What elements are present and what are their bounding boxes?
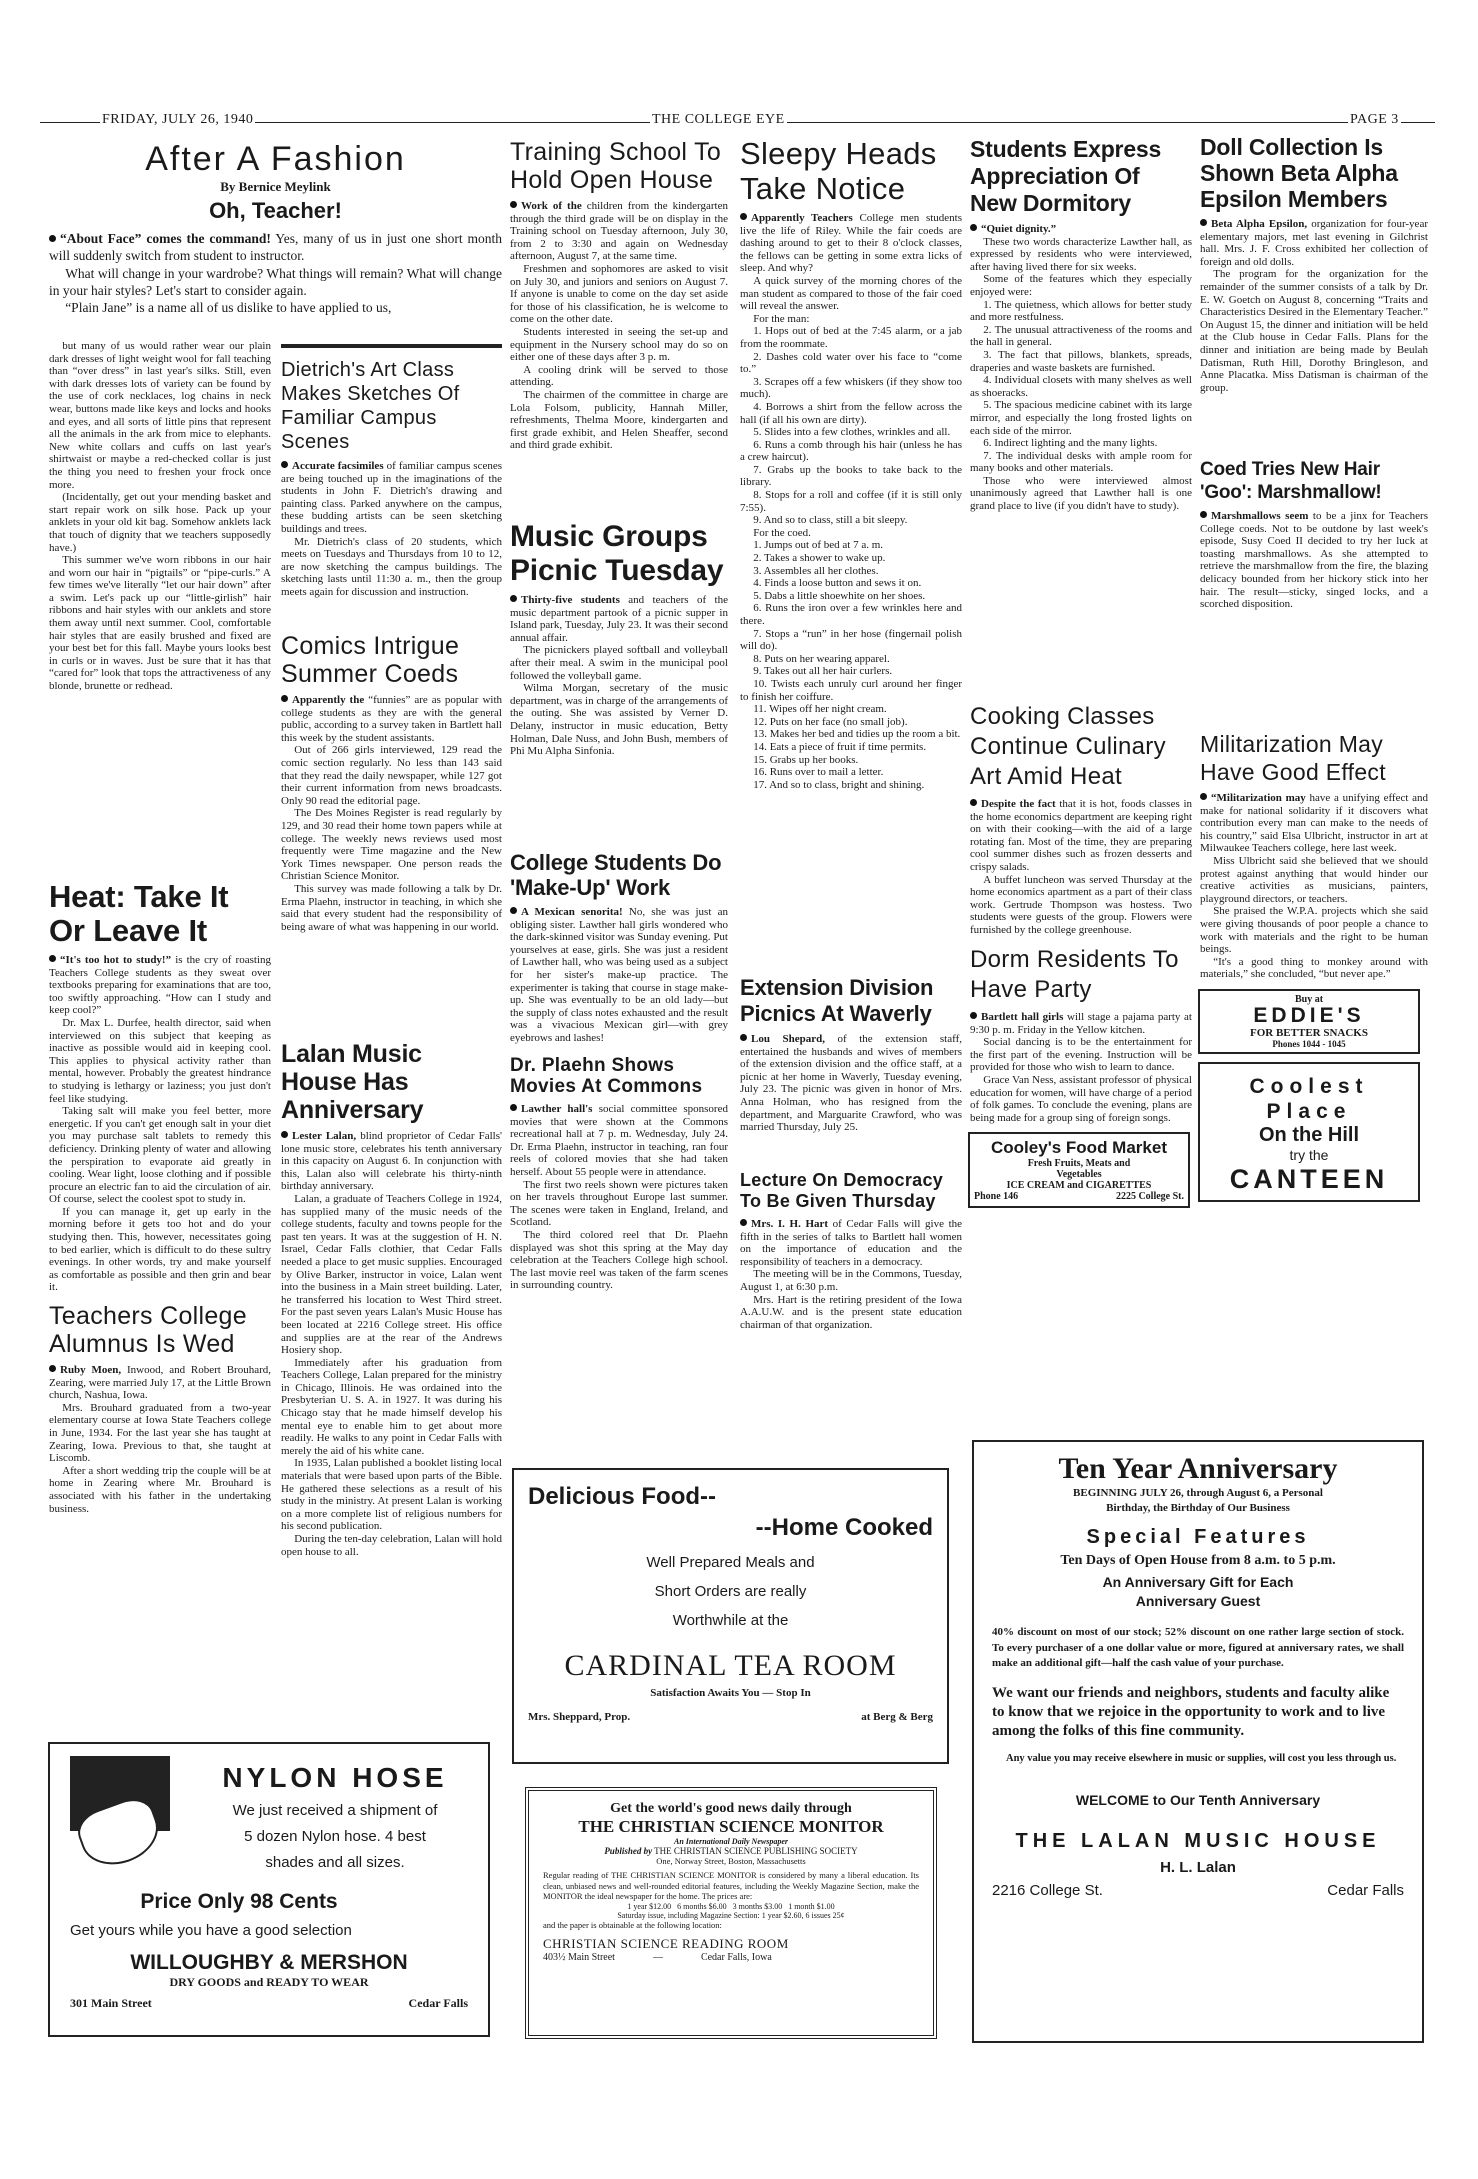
- paragraph: The meeting will be in the Commons, Tuesday, August 1, at 6:30 p.m.: [740, 1268, 962, 1293]
- lead-paragraph: [281, 460, 502, 536]
- lead-text: blind proprietor of Cedar Falls' lone music store, celebrates his tenth anniversary in this capacity on August 6. In conjunction with this, Lalan also will celebrate his thirty-ninth birthday anniversary.: [281, 1130, 502, 1193]
- paragraph: 2. Takes a shower to wake up.: [753, 552, 886, 565]
- ad-title: Delicious Food--: [528, 1483, 716, 1510]
- lead-paragraph: [49, 954, 271, 1017]
- lead-in: “About Face” comes the command!: [60, 231, 271, 246]
- article-headline: Oh, Teacher!: [209, 198, 342, 223]
- article-make-up: [510, 850, 728, 1045]
- ad-text: try the: [1289, 1147, 1329, 1163]
- ad-title: Ten Year Anniversary: [1058, 1452, 1338, 1485]
- paragraph: 3. Scrapes off a few whiskers (if they show too much).: [740, 375, 962, 401]
- ad-text: 40% discount on most of our stock; 52% discount on one rather large section of stock. To every purchaser of a one dollar value or more, figured at anniversary rates, we shall make an additional gift—half the cash value of your purchase.: [992, 1626, 1404, 1669]
- article-headline: Training School To Hold Open House: [510, 138, 722, 194]
- ad-nylon-hose: [48, 1742, 490, 2037]
- paragraph: This summer we've worn ribbons in our hair and worn our hair in “pigtails” or “pipe-curls.” A few times we've literally “let our hair down” after a swim. Let's pack up our “little-girlish” hair ribbons and hair styles with our anklets and store them away until next summer. Cool, comfortable hair styles that are easily brushed and fixed are your best bet for this fall. Maybe yours looks best in curls or in waves. Just be sure that it has that “cared for” look that tops the attractiveness of any blonde, brunette or redhead.: [49, 554, 271, 693]
- lead-paragraph: [510, 200, 728, 263]
- paragraph: (Incidentally, get out your mending basket and start repair work on silk hose. Pack up your anklets in your old kit bag. Somehow anklets lack that touch of dignity that we teachers supposedly have.): [49, 491, 271, 554]
- article-training-school: [510, 138, 728, 452]
- paragraph: After a short wedding trip the couple will be at home in Zearing where Mr. Brouhard is associated with his father in the undertaking business.: [49, 1464, 271, 1515]
- paragraph: This survey was made following a talk by Dr. Erma Plaehn, instructor in teaching, in which she said that every student had the responsibility of being aware of what was happening in our world.: [281, 882, 502, 933]
- paragraph: 15. Grabs up her books.: [753, 753, 859, 766]
- ad-city: Cedar Falls: [1327, 1881, 1404, 1899]
- ad-text: We want our friends and neighbors, students and faculty alike to know that we rejoice in the opportunity to work and to live among the folks of this fine community.: [992, 1684, 1390, 1739]
- paragraph: Out of 266 girls interviewed, 129 read the comic section regularly. No less than 143 said that they read the daily newspaper, while 127 got their current information from news broadcasts. Only 90 read the editorial page.: [281, 744, 502, 807]
- lead-paragraph: [510, 594, 728, 644]
- paragraph: but many of us would rather wear our plain dark dresses of light weight wool for fall teaching than “over dress” in last year's silks. Still, even with dark dresses lots of variety can be found by the use of cork necklaces, log chains in neck wear, buttons made like keys and locks and hooks and eyes, and all sorts of little pins that represent all the animals in the ark from mice to elephants. New white collars and cuffs on last year's shirtwaist or maybe a red-checked collar is just the thing you need to freshen your frock once more.: [49, 340, 271, 491]
- ad-text: DRY GOODS and READY TO WEAR: [169, 1975, 369, 1989]
- article-body: [281, 744, 502, 933]
- bullet-icon: [49, 955, 56, 962]
- ad-location: at Berg & Berg: [861, 1711, 933, 1723]
- article-headline: Sleepy Heads Take Notice: [740, 136, 937, 206]
- bullet-icon: [970, 799, 977, 806]
- lead-text: children from the kindergarten through the third grade will be on display in the Training school on Tuesday afternoon, July 30, from 2 to 3:30 and again on Wednesday afternoon, August 7, at the same time.: [510, 200, 728, 263]
- ad-text: Ten Days of Open House from 8 a.m. to 5 p.m.: [1060, 1553, 1336, 1568]
- bullet-icon: [510, 1104, 517, 1111]
- paragraph: The third colored reel that Dr. Plaehn displayed was shot this spring at the May day celebration at the Teachers College high school. The last movie reel was taken of the farm scenes in surrounding country.: [510, 1228, 728, 1292]
- ad-text: Any value you may receive elsewhere in music or supplies, will cost you less through us.: [1006, 1752, 1397, 1764]
- lead-paragraph: [970, 798, 1192, 874]
- paragraph: Students interested in seeing the set-up and equipment in the Nursery school may do so on either one of these days after 3 p. m.: [510, 325, 728, 364]
- article-body: [970, 874, 1192, 937]
- paragraph: Mr. Dietrich's class of 20 students, which meets on Tuesdays and Thursdays from 10 to 12, are now sketching the campus buildings. The sketching lasts until 11:30 a. m., then the group meets again for discussion and instruction.: [281, 535, 502, 598]
- lead-text: social committee sponsored movies that were shown at the Commons recreational hall at 7 p. m. Wednesday, July 24. Dr. Erma Plaehn, instructor in teaching, ran four reels of colored movies that she had taken herself. About 55 people were in attendance.: [510, 1103, 728, 1178]
- ad-text: Well Prepared Meals and: [646, 1554, 815, 1571]
- bullet-icon: [281, 695, 288, 702]
- ad-cardinal-tea-room: [512, 1468, 949, 1764]
- bullet-icon: [510, 595, 517, 602]
- ad-store-name: CHRISTIAN SCIENCE READING ROOM: [543, 1935, 789, 1951]
- article-body: [1200, 855, 1428, 981]
- byline: By Bernice Meylink: [220, 179, 331, 194]
- lead-text: is the cry of roasting Teachers College students as they sweat over textbooks preparing for examinations that are too, too swiftly approaching. “How can I study and keep cool?”: [49, 954, 271, 1017]
- ad-heading: Special Features: [1086, 1526, 1310, 1548]
- paragraph: A buffet luncheon was served Thursday at the home economics apartment as a part of their class work. Gertrude Thompson was hostess. Two students were guests of the group. Flowers were furnished by the college greenhouse.: [970, 873, 1192, 936]
- lead-in: Despite the fact: [981, 798, 1056, 810]
- paragraph: These two words characterize Lawther hall, as expressed by residents who were interviewed, after having lived there for six weeks.: [970, 235, 1192, 273]
- ad-text: Get the world's good news daily through: [610, 1801, 852, 1816]
- bullet-icon: [1200, 793, 1207, 800]
- article-after-a-fashion-continued: [49, 340, 271, 693]
- paragraph: 10. Twists each unruly curl around her finger to finish her coiffure.: [740, 677, 962, 703]
- lead-text: organization for four-year elementary majors, met last evening in Gilchrist hall. Mrs. J. F. Cross exhibited her collection of foreign and old dolls.: [1200, 218, 1428, 268]
- lead-paragraph: [970, 1011, 1192, 1036]
- ad-text: Worthwhile at the: [672, 1612, 789, 1629]
- paragraph: For the man:: [753, 312, 810, 325]
- article-headline: Students Express Appreciation Of New Dormitory: [970, 136, 1162, 216]
- ad-text: Coolest: [1249, 1075, 1369, 1098]
- lead-text: Inwood, and Robert Brouhard, Zearing, were married July 17, at the Little Brown church, Nashua, Iowa.: [49, 1364, 271, 1402]
- lead-in: A Mexican senorita!: [521, 906, 623, 918]
- ad-address: One, Norway Street, Boston, Massachusetts: [656, 1856, 806, 1866]
- article-body: [49, 1402, 271, 1515]
- article-headline: Extension Division Picnics At Waverly: [740, 975, 934, 1026]
- paragraph: 17. And so to class, bright and shining.: [753, 778, 925, 791]
- article-body: [740, 275, 962, 791]
- article-after-a-fashion: [49, 140, 502, 316]
- paragraph: The first two reels shown were pictures taken on her travels throughout Europe last summer. The scenes were taken in England, Ireland, and Scotland.: [510, 1178, 728, 1229]
- ad-store-name: THE LALAN MUSIC HOUSE: [1015, 1829, 1381, 1852]
- lead-paragraph: [1200, 218, 1428, 268]
- paragraph: Dr. Max L. Durfee, health director, said when interviewed on this subject that keeping as inactive as possible would aid in keeping cool. This applies to physical activity rather than mental, however. Probably the greatest hindrance to studying is lethargy or laziness; you just don't feel like studying.: [49, 1016, 271, 1105]
- lead-in: Lou Shepard,: [751, 1033, 825, 1045]
- paragraph: During the ten-day celebration, Lalan will hold open house to all.: [281, 1533, 502, 1558]
- paragraph: In 1935, Lalan published a booklet listing local materials that were based upon parts of the Bible. He gathered these selections as a result of his study in the ministry. At present Lalan is working on a more complete list of religious numbers for his second publication.: [281, 1457, 502, 1533]
- ad-phone: Phone 146: [974, 1191, 1019, 1202]
- ad-text: We just received a shipment of: [232, 1802, 438, 1819]
- ad-price: Price Only 98 Cents: [140, 1890, 338, 1913]
- ad-text: 5 dozen Nylon hose. 4 best: [244, 1828, 426, 1845]
- bullet-icon: [49, 235, 56, 242]
- article-comics: [281, 632, 502, 933]
- lead-text: “funnies” are as popular with college students as they are with the general public, according to a survey taken in Bartlett hall this week by the student assistants.: [281, 694, 502, 744]
- article-headline: Coed Tries New Hair 'Goo': Marshmallow!: [1200, 459, 1382, 503]
- ad-text: Buy at: [1294, 994, 1324, 1005]
- lead-text: Yes, many of us in just one short month will suddenly switch from student to instructor.: [49, 231, 502, 264]
- ad-text: On the Hill: [1259, 1124, 1359, 1146]
- ad-text: BEGINNING JULY 26, through August 6, a Personal: [1073, 1487, 1323, 1499]
- article-headline: Lalan Music House Has Anniversary: [281, 1040, 424, 1124]
- article-sleepy-heads: [740, 136, 962, 791]
- article-militarization: [1200, 730, 1428, 981]
- newspaper-title: THE COLLEGE EYE: [652, 112, 785, 127]
- bullet-icon: [281, 1131, 288, 1138]
- article-alumnus: [49, 1302, 271, 1515]
- ad-prices: 1 year $12.00 6 months $6.00 3 months $3.00 1 month $1.00: [627, 1901, 835, 1911]
- ad-text: Satisfaction Awaits You — Stop In: [650, 1687, 811, 1699]
- ad-text: ICE CREAM and CIGARETTES: [1006, 1180, 1152, 1191]
- lead-text: of the extension staff, entertained the husbands and wives of members of the extension division and the office staff, at a picnic at her home in Waverly, Tuesday evening, July 23. The picnic was given in honor of Mrs. Anna Holman, who has resigned from the department, and Marguarite Crawford, who was married Thursday, July 25.: [740, 1033, 962, 1134]
- article-cooking-classes: [970, 702, 1192, 937]
- bullet-icon: [49, 1365, 56, 1372]
- ad-text: shades and all sizes.: [265, 1854, 405, 1871]
- lead-in: “Militarization may: [1211, 792, 1306, 804]
- ad-text: Get yours while you have a good selection: [70, 1922, 352, 1939]
- article-headline: Music Groups Picnic Tuesday: [510, 520, 724, 587]
- paragraph: 3. The fact that pillows, blankets, spreads, draperies and waste baskets are furnished.: [970, 348, 1192, 374]
- lead-paragraph: [49, 230, 502, 265]
- ad-prices: Saturday issue, including Magazine Section: 1 year $2.60, 6 issues 25¢: [617, 1910, 845, 1920]
- ad-address: 2216 College St.: [992, 1881, 1103, 1899]
- ad-lalan-anniversary: [972, 1440, 1424, 2043]
- ad-text: —: [652, 1951, 663, 1963]
- article-dietrich: [281, 344, 502, 599]
- paragraph: Taking salt will make you feel better, more energetic. If you can't get enough salt in your diet you may purchase salt tablets to remedy this deficiency. Drinking plenty of water and allowing the perspiration to evaporate aid greatly in cooling. Wear light, loose clothing and if possible procure an electric fan to aid the circulation of air. Of course, select the coolest spot to study in.: [49, 1105, 271, 1206]
- paragraph: Mrs. Hart is the retiring president of the Iowa A.A.U.W. and is the present state education chairman of that organization.: [740, 1293, 962, 1331]
- ad-city: Cedar Falls: [408, 1996, 468, 2010]
- lead-paragraph: [970, 223, 1192, 236]
- ad-text: Regular reading of THE CHRISTIAN SCIENCE MONITOR is considered by many a liberal education. Its clean, unbiased news and well-rounded editorial features, including the Weekly Magazine Section, make the MONITOR the ideal newspaper for the home. The prices are:: [543, 1870, 919, 1901]
- lead-paragraph: [740, 1218, 962, 1268]
- masthead: [40, 112, 1435, 134]
- ad-address: 403½ Main Street: [543, 1951, 615, 1963]
- article-headline: Dietrich's Art Class Makes Sketches Of Familiar Campus Scenes: [281, 359, 460, 453]
- lead-in: Thirty-five students: [521, 594, 620, 606]
- paragraph: Some of the features which they especially enjoyed were:: [970, 273, 1192, 298]
- paragraph: 9. Takes out all her hair curlers.: [753, 665, 893, 678]
- article-doll-collection: [1200, 134, 1428, 394]
- lead-text: No, she was just an obliging sister. Lawther hall girls wondered who the dark-skinned visitor was Sunday evening. Put yourselves at ease, girls. She was just a resident of Lawther hall, who was being used as a subject for her sister's make-up practice. The experimenter is taking that course in stage make-up. She was eventually to be an old lady—but the supply of class notes exhausted and the result was a vivacious Mexican girl—with grey eyebrows and lashes!: [510, 906, 729, 1044]
- article-body: [510, 263, 728, 452]
- lead-text: have a unifying effect and make for national solidarity if it discovers what contribution every man can make to the needs of his country,” said Elsa Ulbricht, instructor in art at Milwaukee Teachers college, here last week.: [1200, 792, 1428, 855]
- article-body: [510, 644, 728, 757]
- paragraph: 16. Runs over to mail a letter.: [753, 766, 884, 779]
- paragraph: 2. Dashes cold water over his face to “come to.”: [740, 350, 962, 376]
- article-body: [49, 265, 502, 317]
- ad-title: Cooley's Food Market: [991, 1138, 1167, 1157]
- ad-address: 301 Main Street: [70, 1996, 152, 2010]
- ad-text: Fresh Fruits, Meats and: [1027, 1158, 1131, 1169]
- article-headline: Doll Collection Is Shown Beta Alpha Epsilon Members: [1200, 134, 1398, 212]
- ad-text: Place: [1266, 1100, 1352, 1123]
- lead-in: Lester Lalan,: [292, 1130, 357, 1142]
- paragraph: Those who were interviewed almost unanimously agreed that Lawther hall is one grand place to live (if you didn't have to study).: [970, 474, 1192, 513]
- paragraph: 3. Assembles all her clothes.: [753, 564, 879, 577]
- paragraph: Freshmen and sophomores are asked to visit on July 30, and juniors and seniors on August 7. If anyone is unable to come on the day set aside for those of his classification, he is welcome to come on the other date.: [510, 262, 728, 326]
- paragraph: 7. Grabs up the books to take back to the library.: [740, 463, 962, 489]
- ad-text: An Anniversary Gift for Each: [1102, 1574, 1294, 1590]
- paragraph: 5. Slides into a few clothes, wrinkles and all.: [753, 426, 951, 439]
- paragraph: 1. The quietness, which allows for better study and more restfulness.: [970, 298, 1192, 324]
- ad-text: THE CHRISTIAN SCIENCE PUBLISHING SOCIETY: [654, 1846, 858, 1856]
- bullet-icon: [740, 1219, 747, 1226]
- bullet-icon: [740, 213, 747, 220]
- article-heat: [49, 880, 271, 1294]
- lead-text: College men students live the life of Riley. While the fair coeds are dashing around to get to their 8 o'clock classes, the fellows can be getting in some extra licks of sleep. And why?: [740, 212, 963, 275]
- article-body: [970, 236, 1192, 513]
- bullet-icon: [970, 224, 977, 231]
- paragraph: Social dancing is to be the entertainment for the first part of the evening. Instruction will be provided for those who wish to learn to dance.: [970, 1036, 1192, 1074]
- article-headline: Militarization May Have Good Effect: [1200, 731, 1386, 785]
- paragraph: 6. Runs the iron over a few wrinkles here and there.: [740, 602, 962, 627]
- article-headline: Teachers College Alumnus Is Wed: [49, 1302, 247, 1358]
- lead-in: Apparently the: [292, 694, 365, 706]
- paragraph: Grace Van Ness, assistant professor of physical education for women, will have charge of a period of folk games. To conclude the evening, plans are being made for a group sing of foreign songs.: [970, 1073, 1192, 1124]
- lead-in: Marshmallows seem: [1211, 510, 1309, 522]
- paragraph: “Plain Jane” is a name all of us dislike to have applied to us,: [65, 300, 392, 316]
- article-body: [49, 1017, 271, 1294]
- ad-text: Vegetables: [1056, 1169, 1102, 1180]
- paragraph: 8. Stops for a roll and coffee (if it is still only 7:55).: [740, 489, 962, 514]
- article-body: [1200, 268, 1428, 394]
- lead-in: “Quiet dignity.”: [981, 223, 1057, 235]
- bullet-icon: [510, 201, 517, 208]
- ad-city: Cedar Falls, Iowa: [700, 1951, 772, 1963]
- paragraph: 5. Dabs a little shoewhite on her shoes.: [753, 589, 926, 602]
- ad-text: Published by: [604, 1846, 653, 1856]
- article-headline: College Students Do 'Make-Up' Work: [510, 850, 722, 900]
- article-headline: Heat: Take It Or Leave It: [49, 879, 229, 948]
- paragraph: 14. Eats a piece of fruit if time permits.: [753, 740, 927, 753]
- lead-paragraph: [281, 1130, 502, 1193]
- paragraph: Immediately after his graduation from Teachers College, Lalan prepared for the ministry in Chicago, Illinois. He was ordained into the Presbyterian U. S. A. in 1927. It was during his Chicago stay that he made himself develop his mental eye to enable him to get about more readily. He walks to any point in Cedar Falls with merely the aid of his white cane.: [281, 1356, 502, 1457]
- lead-in: Lawther hall's: [521, 1103, 593, 1115]
- article-headline: Dorm Residents To Have Party: [970, 946, 1179, 1003]
- divider: [281, 344, 502, 348]
- ad-title: --Home Cooked: [755, 1514, 933, 1541]
- ad-christian-science-monitor: [525, 1787, 937, 2039]
- paragraph: A quick survey of the morning chores of the man student as compared to those of the fair coed will reveal the answer.: [740, 274, 962, 313]
- ad-text: WELCOME to Our Tenth Anniversary: [1075, 1791, 1321, 1808]
- paragraph: The program for the organization for the remainder of the summer consists of a talk by Dr. E. W. Goetch on August 8, concerning “Traits and Characteristics Desired in the Elementary Teacher.” On August 15, the dinner and initiation will be held at the Club house in Cedar Falls. Plans for the dinner and initiation are being made by Beulah Datisman, Ruth Hill, Dorothy Bringleson, and Anne Placatka. Miss Datisman is chairman of the group.: [1200, 268, 1428, 394]
- paragraph: For the coed.: [753, 526, 811, 539]
- article-lalan: [281, 1040, 502, 1558]
- lead-text: and teachers of the music department partook of a picnic supper in Island park, Tuesday, July 23. It was their second annual affair.: [510, 594, 728, 644]
- lead-in: “It's too hot to study!”: [60, 954, 172, 966]
- column-title: After A Fashion: [145, 140, 406, 178]
- ad-title: CANTEEN: [1229, 1164, 1389, 1194]
- lead-in: Work of the: [521, 200, 582, 212]
- ad-owner: H. L. Lalan: [1160, 1858, 1236, 1876]
- paragraph: 7. Stops a “run” in her hose (fingernail polish will do).: [740, 627, 962, 653]
- ad-text: and the paper is obtainable at the following location:: [543, 1919, 722, 1930]
- ad-text: An International Daily Newspaper: [673, 1837, 788, 1846]
- ad-title: NYLON HOSE: [222, 1762, 448, 1793]
- ad-text: Birthday, the Birthday of Our Business: [1106, 1502, 1290, 1514]
- paragraph: The chairmen of the committee in charge are Lola Folsom, publicity, Hannah Miller, refreshments, Thelma Moore, kindergarten and first grade exhibit, and Helen Sheaffer, second and third grade exhibit.: [510, 388, 728, 452]
- lead-in: Bartlett hall girls: [981, 1011, 1064, 1023]
- paragraph: What will change in your wardrobe? What things will remain? What will change in your hair styles? Let's start to consider again.: [49, 265, 502, 298]
- lead-paragraph: [510, 906, 728, 1045]
- article-body: [281, 536, 502, 599]
- paragraph: 12. Puts on her face (no small job).: [753, 715, 908, 728]
- lead-paragraph: [510, 1103, 728, 1179]
- paragraph: Lalan, a graduate of Teachers College in 1924, has supplied many of the music needs of the college students, faculty and towns people for the past ten years. It was at the suggestion of H. N. Israel, Cedar Falls clothier, that Cedar Falls needed a place to get music supplies. Encouraged by Olive Barker, instructor in voice, Lalan went into the business in a Main street building. Later, he transferred his location to West Third street. For the past seven years Lalan's Music House has been located at 2216 College street. His office and supplies are at the rear of the Andrews Hosiery shop.: [281, 1192, 502, 1357]
- article-body: [49, 340, 271, 693]
- paragraph: 6. Indirect lighting and the many lights.: [983, 437, 1158, 450]
- paragraph: 11. Wipes off her night cream.: [753, 703, 887, 716]
- article-body: [281, 1193, 502, 1558]
- lead-in: Apparently Teachers: [751, 212, 853, 224]
- lead-text: that it is hot, foods classes in the home economics department are keeping right on with their cooking—with the aid of a large rotating fan. Most of the time, they are preparing cool summer dishes such as frozen desserts and crispy salads.: [970, 798, 1193, 873]
- issue-date: FRIDAY, JULY 26, 1940: [102, 112, 254, 127]
- paragraph: A cooling drink will be served to those attending.: [510, 363, 728, 389]
- paragraph: Mrs. Brouhard graduated from a two-year elementary course at Iowa State Teachers college in June, 1934. For the last year she has taught at Zearing, Iowa. Previous to that, she taught at Liscomb.: [49, 1401, 271, 1465]
- bullet-icon: [281, 461, 288, 468]
- paragraph: 4. Individual closets with many shelves as well as shoeracks.: [970, 374, 1192, 399]
- article-body: [740, 1268, 962, 1331]
- ad-text: FOR BETTER SNACKS: [1250, 1027, 1368, 1039]
- paragraph: 4. Borrows a shirt from the fellow across the hall (if all his own are dirty).: [740, 400, 962, 426]
- lead-paragraph: [740, 212, 962, 275]
- paragraph: 6. Runs a comb through his hair (unless he has a crew haircut).: [740, 438, 962, 464]
- lead-in: Ruby Moen,: [60, 1364, 122, 1376]
- ad-canteen: [1198, 1062, 1420, 1202]
- article-body: [510, 1179, 728, 1292]
- lead-paragraph: [49, 1364, 271, 1402]
- lead-paragraph: [1200, 510, 1428, 611]
- article-extension-division: [740, 975, 962, 1134]
- ad-text: Anniversary Guest: [1135, 1593, 1261, 1609]
- paragraph: 1. Jumps out of bed at 7 a. m.: [753, 539, 884, 552]
- lead-text: to be a jinx for Teachers College coeds. Not to be outdone by last week's episode, Susy Coed II decided to try her luck at toasting marshmallows. As she attempted to retrieve the marshmallow from the fire, the blazing delicacy bounded from her hickory stick into her hair. The result—sticky, singed locks, and a scorched disposition.: [1200, 510, 1428, 611]
- lead-in: Mrs. I. H. Hart: [751, 1218, 829, 1230]
- ad-text: Short Orders are really: [654, 1583, 807, 1600]
- article-headline: Cooking Classes Continue Culinary Art Amid Heat: [970, 703, 1166, 790]
- paragraph: Miss Ulbricht said she believed that we should protest against anything that would hinder our creative activities as musicians, painters, playground directors, or teachers.: [1200, 854, 1428, 905]
- bullet-icon: [740, 1034, 747, 1041]
- article-dorm-party: [970, 945, 1192, 1124]
- page-number: PAGE 3: [1350, 112, 1399, 127]
- lead-text: of familiar campus scenes are being touched up in the imaginations of the students in John F. Dietrich's drawing and painting class. Parked anywhere on the campus, these budding artists can be seen sketching buildings and trees.: [281, 460, 502, 535]
- paragraph: The picnickers played softball and volleyball after their meal. A swim in the municipal pool followed the volleyball game.: [510, 644, 728, 682]
- bullet-icon: [510, 907, 517, 914]
- lead-paragraph: [740, 1033, 962, 1134]
- lead-in: Beta Alpha Epsilon,: [1211, 218, 1308, 230]
- paragraph: If you can manage it, get up early in the morning before it gets too hot and do your studying then. This, however, necessitates going to bed earlier, which is difficult to do these sultry evenings. In other words, try and make yourself as comfortable as possible and then grin and bear it.: [49, 1205, 271, 1294]
- article-headline: Dr. Plaehn Shows Movies At Commons: [510, 1055, 703, 1097]
- ad-proprietor: Mrs. Sheppard, Prop.: [528, 1711, 631, 1723]
- paragraph: 2. The unusual attractiveness of the rooms and the hall in general.: [970, 323, 1192, 349]
- paragraph: 5. The spacious medicine cabinet with its large mirror, and especially the long frosted lights on each side of the mirror.: [970, 399, 1192, 437]
- ad-cooleys-food-market: [968, 1132, 1190, 1208]
- lead-in: Accurate facsimiles: [292, 460, 384, 472]
- article-plaehn-movies: [510, 1055, 728, 1292]
- paragraph: 13. Makes her bed and tidies up the room a bit.: [753, 728, 961, 741]
- lead-paragraph: [281, 694, 502, 744]
- paragraph: “It's a good thing to monkey around with materials,” she concluded, “but never ape.”: [1200, 955, 1428, 981]
- paragraph: 7. The individual desks with ample room for many books and other materials.: [970, 449, 1192, 475]
- article-headline: Lecture On Democracy To Be Given Thursday: [740, 1170, 944, 1211]
- ad-address: 2225 College St.: [1115, 1191, 1184, 1202]
- bullet-icon: [1200, 511, 1207, 518]
- lead-text: will stage a pajama party at 9:30 p. m. Friday in the Yellow kitchen.: [970, 1011, 1192, 1036]
- lead-paragraph: [1200, 792, 1428, 855]
- paragraph: 8. Puts on her wearing apparel.: [753, 652, 890, 665]
- article-body: [970, 1036, 1192, 1124]
- lead-text: of Cedar Falls will give the fifth in the series of talks to Bartlett hall women on the importance of education and the responsibility of teachers in a democracy.: [740, 1218, 963, 1268]
- article-headline: Comics Intrigue Summer Coeds: [281, 632, 460, 688]
- ad-title: EDDIE'S: [1253, 1004, 1365, 1027]
- paragraph: 1. Hops out of bed at the 7:45 alarm, or a jab from the roommate.: [740, 325, 962, 350]
- article-lecture-democracy: [740, 1170, 962, 1331]
- paragraph: 4. Finds a loose button and sews it on.: [753, 577, 922, 590]
- article-new-dormitory: [970, 136, 1192, 513]
- paragraph: She praised the W.P.A. projects which she said were giving thousands of poor people a chance to work with materials and the right to be human beings.: [1200, 905, 1428, 956]
- ad-store-name: WILLOUGHBY & MERSHON: [130, 1951, 408, 1974]
- article-music-groups: [510, 520, 728, 758]
- ad-eddies: [1198, 989, 1420, 1054]
- ad-title: THE CHRISTIAN SCIENCE MONITOR: [578, 1817, 884, 1836]
- paragraph: Wilma Morgan, secretary of the music department, was in charge of the arrangements of the outing. She was assisted by Verner D. Delany, instructor in music education, Betty Holman, Dale Nuss, and John Bush, members of Phi Mu Alpha Sinfonia.: [510, 682, 728, 758]
- ad-phone: Phones 1044 - 1045: [1272, 1039, 1346, 1049]
- article-marshmallow: [1200, 458, 1428, 611]
- bullet-icon: [1200, 219, 1207, 226]
- paragraph: 9. And so to class, still a bit sleepy.: [753, 514, 908, 527]
- bullet-icon: [970, 1012, 977, 1019]
- ad-store-name: CARDINAL TEA ROOM: [564, 1649, 897, 1682]
- paragraph: The Des Moines Register is read regularly by 129, and 30 read their home town papers while at college. The weekly news reviews used most frequently were Time magazine and the New York Times newspaper. One person reads the Christian Science Monitor.: [281, 807, 502, 883]
